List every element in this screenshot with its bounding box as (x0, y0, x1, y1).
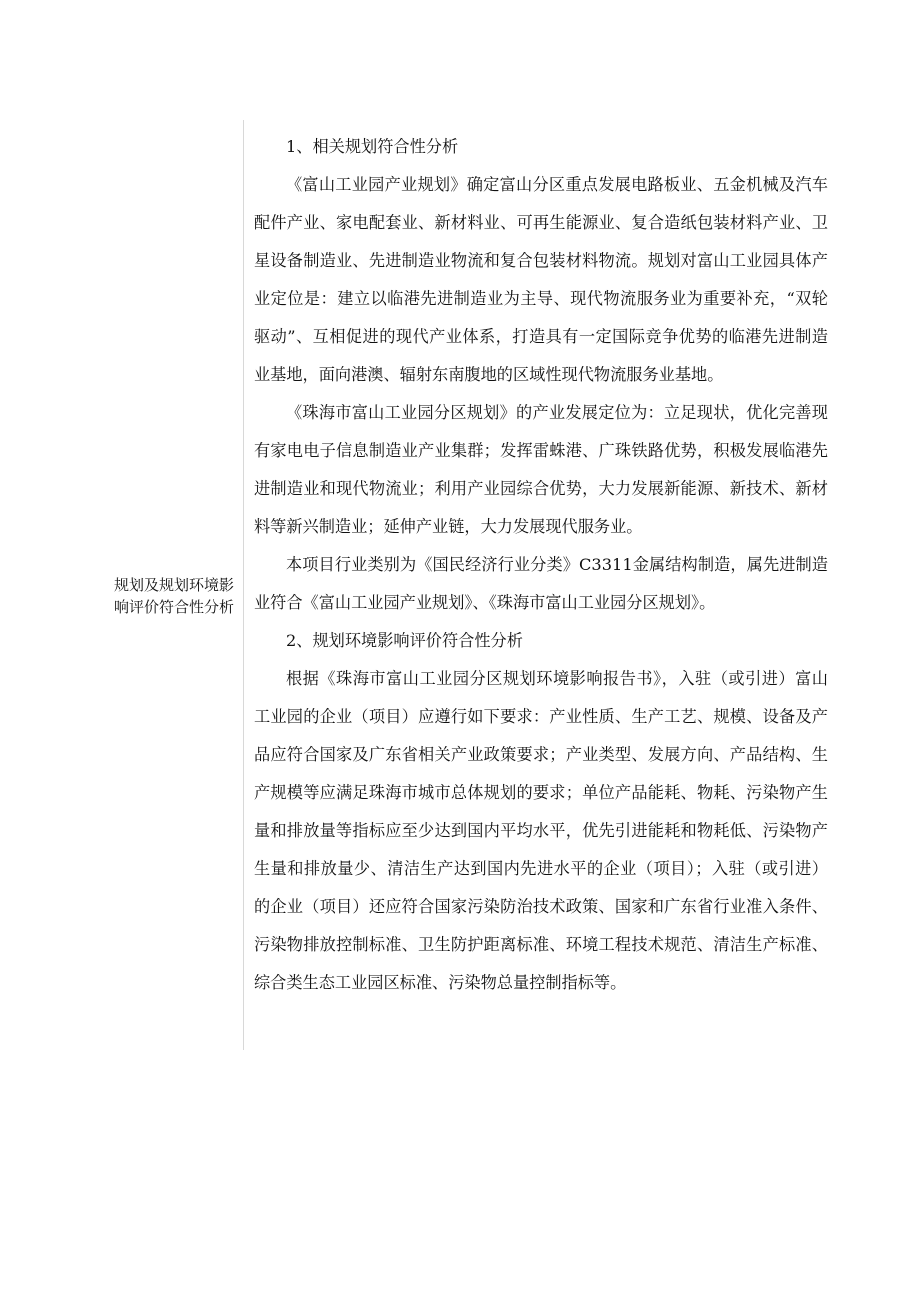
paragraph-project-category: 本项目行业类别为《国民经济行业分类》C3311金属结构制造，属先进制造业符合《富山工业园产业规划》、《珠海市富山工业园分区规划》。 (254, 555, 828, 612)
paragraph-district-plan: 《珠海市富山工业园分区规划》的产业发展定位为：立足现状，优化完善现有家电电子信息制造业产业集群；发挥雷蛛港、广珠铁路优势，积极发展临港先进制造业和现代物流业；利用产业园综合优势，大力发展新能源、新技术、新材料等新兴制造业；延伸产业链，大力发展现代服务业。 (254, 403, 828, 536)
section-heading-eia: 2、规划环境影响评价符合性分析 (286, 631, 523, 650)
right-cell-content (254, 128, 828, 1002)
paragraph-industrial-park-plan: 《富山工业园产业规划》确定富山分区重点发展电路板业、五金机械及汽车配件产业、家电配套业、新材料业、可再生能源业、复合造纸包装材料产业、卫星设备制造业、先进制造业物流和复合包装材料物流。规划对富山工业园具体产业定位是：建立以临港先进制造业为主导、现代物流服务业为重要补充，“双轮驱动”、互相促进的现代产业体系，打造具有一定国际竞争优势的临港先进制造业基地，面向港澳、辐射东南腹地的区域性现代物流服务业基地。 (254, 175, 828, 384)
left-cell-label: 规划及规划环境影响评价符合性分析 (113, 576, 234, 616)
paragraph-eia-requirements: 根据《珠海市富山工业园分区规划环境影响报告书》，入驻（或引进）富山工业园的企业（项目）应遵行如下要求：产业性质、生产工艺、规模、设备及产品应符合国家及广东省相关产业政策要求；产业类型、发展方向、产品结构、生产规模等应满足珠海市城市总体规划的要求；单位产品能耗、物耗、污染物产生量和排放量等指标应至少达到国内平均水平，优先引进能耗和物耗低、污染物产生量和排放量少、清洁生产达到国内先进水平的企业（项目）；入驻（或引进）的企业（项目）还应符合国家污染防治技术政策、国家和广东省行业准入条件、污染物排放控制标准、卫生防护距离标准、环境工程技术规范、清洁生产标准、综合类生态工业园区标准、污染物总量控制指标等。 (254, 669, 828, 992)
section-heading-planning: 1、相关规划符合性分析 (286, 137, 459, 156)
column-divider (243, 120, 244, 1050)
